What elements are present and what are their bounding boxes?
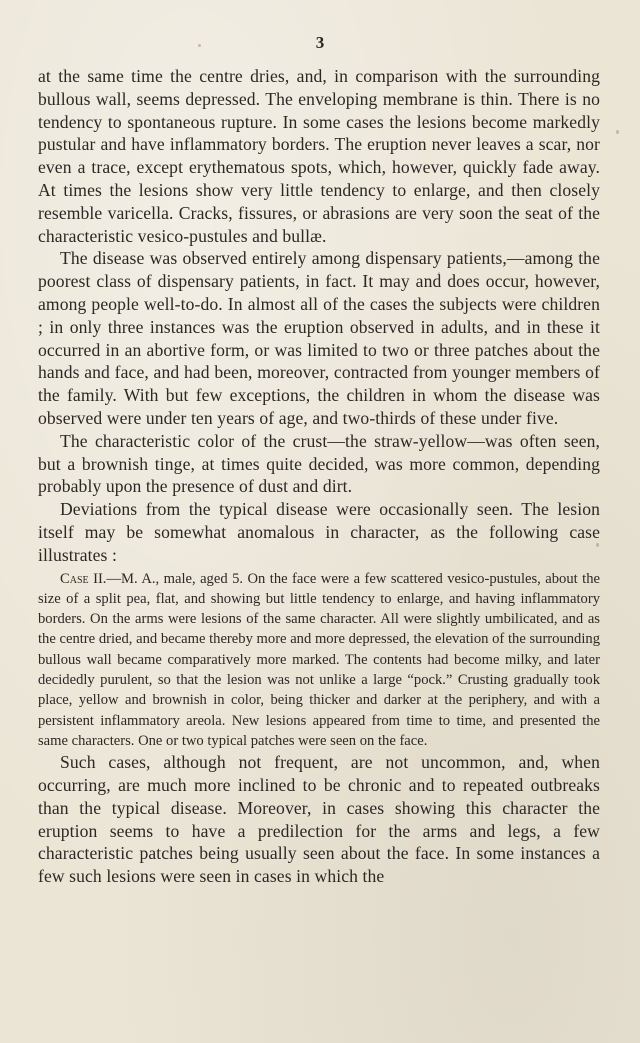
case-text: —M. A., male, aged 5. On the face were a few scattered vesico-pustules, about the size of a split pea, flat, and showing but little tendency to enlarge, and having inflammatory borders. On the arms were lesions of the same character. All were slightly umbilicated, and as the centre dried, and became thereby more and more depressed, the elevation of the surrounding bullous wall became comparatively more marked. The contents had become milky, and later decidedly purulent, so that the lesion was not unlike a large “pock.” Crusting gradually took place, yellow and brownish in color, being thicker and darker at the periphery, and with a persistent inflammatory areola. New lesions appeared from time to time, and presented the same characters. One or two typical patches were seen on the face. (38, 570, 600, 749)
body-text (38, 65, 600, 888)
paragraph-atypical-cases: Such cases, although not frequent, are not uncommon, and, when occurring, are much more inclined to be chronic and to repeated outbreaks than the typical disease. Moreover, in cases showing this character the eruption seems to have a predilection for the arms and legs, a few characteristic patches being usually seen about the face. In some instances a few such lesions were seen in cases in which the (38, 752, 600, 887)
paragraph-lesion-description: at the same time the centre dries, and, in comparison with the surrounding bullous wall, seems depressed. The enveloping membrane is thin. There is no tendency to spontaneous rupture. In some cases the lesions become markedly pustular and have inflammatory borders. The eruption never leaves a scar, nor even a trace, except erythematous spots, which, however, quickly fade away. At times the lesions show very little tendency to enlarge, and then closely resemble varicella. Cracks, fissures, or abrasions are very soon the seat of the characteristic vesico-pustules and bullæ. (38, 66, 600, 246)
case-label: Case II. (60, 570, 107, 587)
page-number: 3 (315, 33, 325, 52)
paper-speck (616, 130, 619, 134)
paragraph-dispensary-patients: The disease was observed entirely among dispensary patients,—among the poorest class of dispensary patients, in fact. It may and does occur, however, among people well-to-do. In almost all of the cases the subjects were children ; in only three instances was the eruption observed in adults, and in these it occurred in an abortive form, or was limited to two or three patches about the hands and face, and had been, moreover, contracted from younger members of the family. With but few exceptions, the children in whom the disease was observed were under ten years of age, and two-thirds of these under five. (38, 248, 600, 428)
paragraph-deviations: Deviations from the typical disease were occasionally seen. The lesion itself may be somewhat anomalous in character, as the following case illustrates : (38, 499, 600, 565)
paragraph-crust-color: The characteristic color of the crust—the straw-yellow—was often seen, but a brownish tinge, at times quite decided, was more common, depending probably upon the presence of dust and dirt. (38, 430, 600, 497)
case-report (38, 569, 600, 752)
